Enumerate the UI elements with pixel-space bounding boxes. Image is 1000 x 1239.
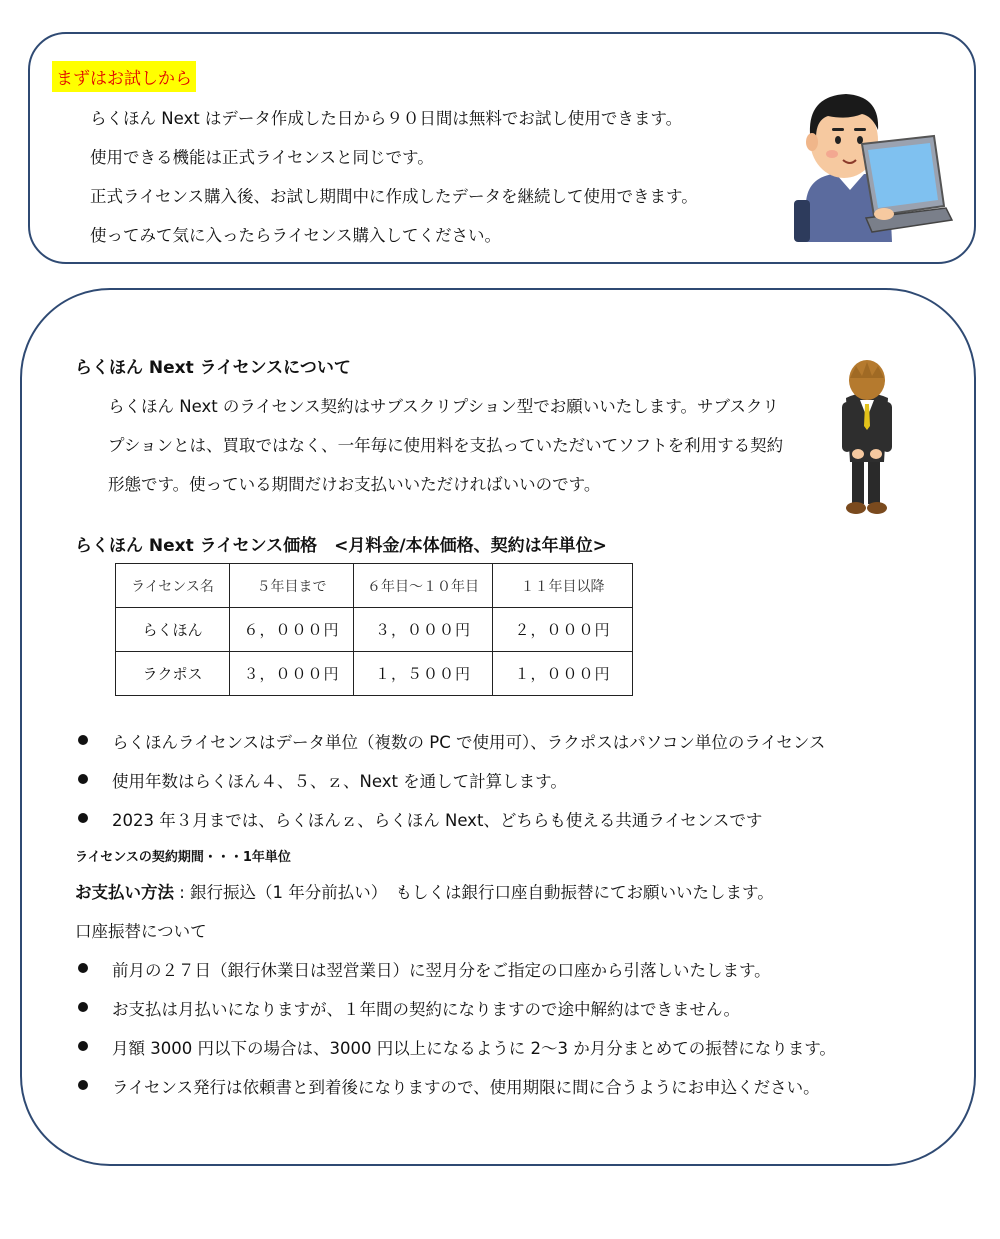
bullet-icon <box>78 813 88 823</box>
table-cell: ２，０００円 <box>493 608 633 652</box>
price-heading: らくほん Next ライセンス価格 <月料金/本体価格、契約は年単位> <box>75 536 607 556</box>
license-desc-line-3: 形態です。使っている期間だけお支払いいただければいいのです。 <box>108 475 601 494</box>
row-name-rakuhon: らくほん <box>116 608 230 652</box>
table-row <box>116 652 633 696</box>
bowing-man-illustration <box>836 356 898 518</box>
table-cell: ３，０００円 <box>354 608 493 652</box>
contract-period: ライセンスの契約期間・・・1年単位 <box>75 850 291 865</box>
transfer-heading: 口座振替について <box>75 922 207 941</box>
col-header-license-name: ライセンス名 <box>116 564 230 608</box>
row-name-rakupos: ラクポス <box>116 652 230 696</box>
col-header-years-11-plus: １１年目以降 <box>493 564 633 608</box>
col-header-years-6-10: ６年目～１０年目 <box>354 564 493 608</box>
table-cell: １，０００円 <box>493 652 633 696</box>
license-heading: らくほん Next ライセンスについて <box>75 358 351 378</box>
list-item: 2023 年３月までは、らくほんｚ、らくほん Next、どちらも使える共通ライセンスです <box>112 811 763 830</box>
table-cell: ３，０００円 <box>230 652 354 696</box>
license-desc-line-1: らくほん Next のライセンス契約はサブスクリプション型でお願いいたします。サブスクリ <box>108 397 779 416</box>
list-item: らくほんライセンスはデータ単位（複数の PC で使用可）、ラクポスはパソコン単位のライセンス <box>112 733 826 752</box>
table-row <box>116 608 633 652</box>
bullet-icon <box>78 963 88 973</box>
table-cell: １，５００円 <box>354 652 493 696</box>
col-header-years-1-5: ５年目まで <box>230 564 354 608</box>
list-item: 前月の２７日（銀行休業日は翌営業日）に翌月分をご指定の口座から引落しいたします。 <box>112 961 771 980</box>
trial-line-2: 使用できる機能は正式ライセンスと同じです。 <box>90 148 434 167</box>
pc-user-illustration <box>788 82 953 244</box>
bullet-icon <box>78 774 88 784</box>
license-desc-line-2: プションとは、買取ではなく、一年毎に使用料を支払っていただいてソフトを利用する契約 <box>108 436 784 455</box>
payment-method <box>75 879 774 903</box>
list-item: 使用年数はらくほん４、５、ｚ、Next を通して計算します。 <box>112 772 567 791</box>
price-table-header-row <box>116 564 633 608</box>
payment-text: : 銀行振込（1 年分前払い） もしくは銀行口座自動振替にてお願いいたします。 <box>174 883 774 902</box>
trial-line-1: らくほん Next はデータ作成した日から９０日間は無料でお試し使用できます。 <box>90 109 683 128</box>
payment-label: お支払い方法 <box>75 883 174 902</box>
list-item: お支払は月払いになりますが、１年間の契約になりますので途中解約はできません。 <box>112 1000 740 1019</box>
bullet-icon <box>78 735 88 745</box>
table-cell: ６，０００円 <box>230 608 354 652</box>
trial-line-4: 使ってみて気に入ったらライセンス購入してください。 <box>90 226 502 245</box>
list-item: 月額 3000 円以下の場合は、3000 円以上になるように 2～3 か月分まとめての振替になります。 <box>112 1039 836 1058</box>
bullet-icon <box>78 1080 88 1090</box>
bullet-icon <box>78 1041 88 1051</box>
price-table <box>115 563 633 696</box>
trial-heading: まずはお試しから <box>52 61 196 92</box>
bullet-icon <box>78 1002 88 1012</box>
list-item: ライセンス発行は依頼書と到着後になりますので、使用期限に間に合うようにお申込ください。 <box>112 1078 820 1097</box>
trial-line-3: 正式ライセンス購入後、お試し期間中に作成したデータを継続して使用できます。 <box>90 187 698 206</box>
